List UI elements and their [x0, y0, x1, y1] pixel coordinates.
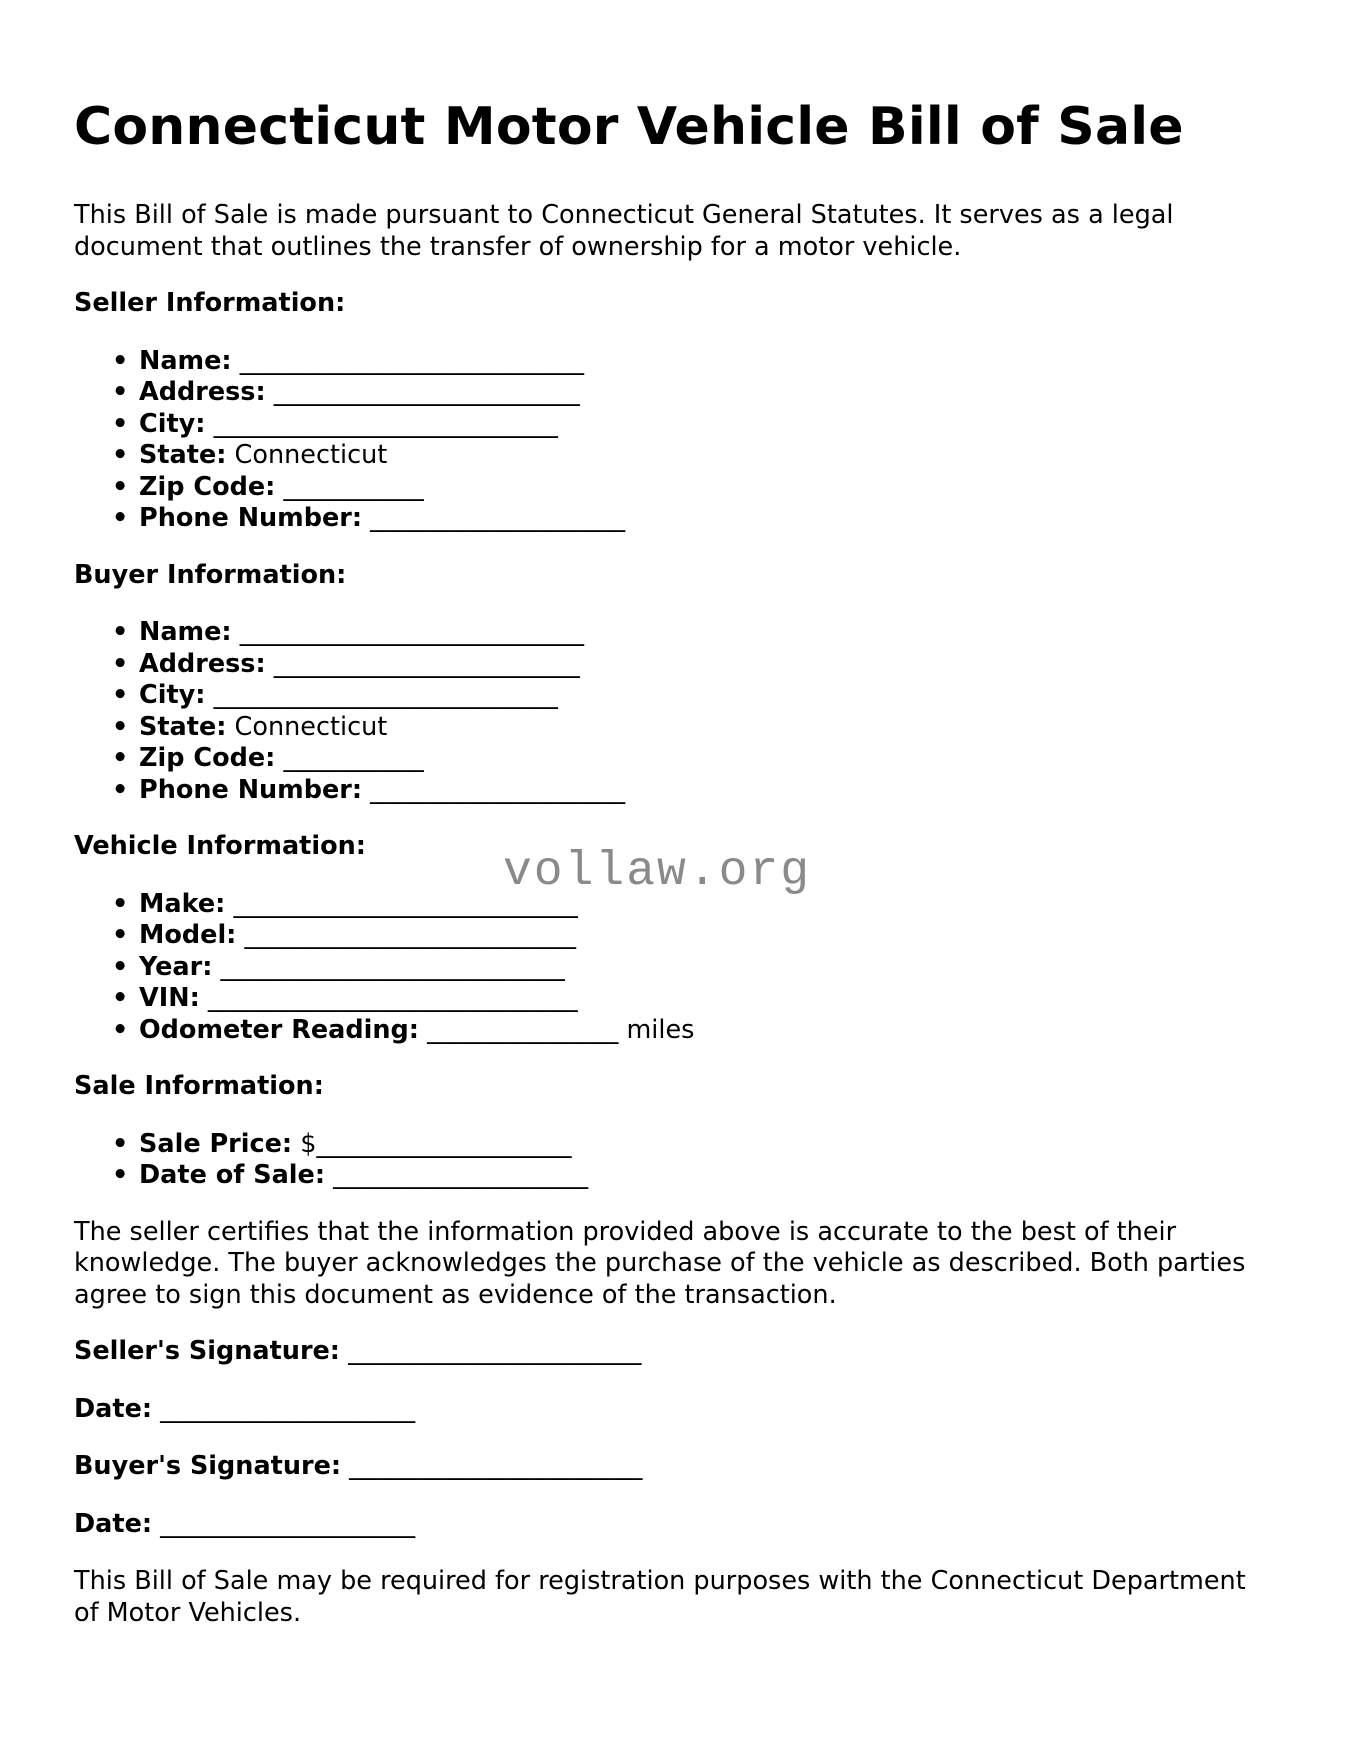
buyer-phone-field [74, 775, 1274, 807]
intro-paragraph: This Bill of Sale is made pursuant to Connecticut General Statutes. It serves as a legal document that outlines the transfer of ownership for a motor vehicle. [74, 200, 1174, 262]
field-value: ___________________________ [231, 617, 584, 647]
bullet-icon: • [112, 617, 129, 647]
field-label: Name: [139, 345, 232, 376]
bullet-icon: • [112, 1128, 129, 1159]
date-blank: ____________________ [152, 1508, 416, 1539]
field-label: Address: [139, 648, 266, 679]
bullet-icon: • [112, 774, 129, 805]
field-value: _______________ miles [419, 1014, 695, 1045]
seller-city-field [74, 409, 1274, 441]
field-value: _____________________________ [199, 983, 578, 1013]
field-label: State: [139, 711, 227, 742]
field-value: ___________________________ [205, 680, 558, 710]
field-label: Zip Code: [139, 471, 276, 502]
field-value: __________________________ [236, 920, 576, 950]
field-label: State: [139, 440, 227, 470]
field-value: Connecticut [226, 440, 388, 470]
bullet-icon: • [112, 408, 129, 439]
sale-field-list [74, 1129, 1274, 1192]
buyer-name-field [74, 617, 1274, 649]
field-label: Date of Sale: [139, 1160, 326, 1190]
field-value: ___________________________ [205, 408, 558, 439]
seller-state-field [74, 440, 1274, 472]
signature-label: Buyer's Signature: [74, 1451, 342, 1481]
vehicle-section-heading: Vehicle Information: [74, 831, 366, 861]
vehicle-odometer-field [74, 1015, 1274, 1047]
bullet-icon: • [112, 1014, 129, 1045]
field-label: Name: [139, 617, 232, 647]
field-label: City: [139, 680, 206, 710]
field-value: ____________________ [362, 503, 626, 533]
buyer-section-heading: Buyer Information: [74, 559, 347, 590]
sale-section-heading: Sale Information: [74, 1071, 324, 1101]
field-value: ____________________ [362, 774, 626, 805]
bullet-icon: • [112, 680, 129, 710]
date-label: Date: [74, 1508, 153, 1539]
buyer-address-field [74, 649, 1274, 681]
field-value: ___________________________ [231, 345, 584, 376]
bullet-icon: • [112, 983, 129, 1013]
bullet-icon: • [112, 345, 129, 376]
bullet-icon: • [112, 503, 129, 533]
field-value: ________________________ [265, 648, 580, 679]
field-value: ___________________________ [212, 951, 565, 982]
buyer-state-field [74, 712, 1274, 744]
sale-date-field [74, 1160, 1274, 1192]
vehicle-year-field [74, 952, 1274, 984]
vehicle-field-list [74, 889, 1274, 1047]
field-label: Address: [139, 377, 266, 407]
field-label: VIN: [139, 983, 200, 1013]
bullet-icon: • [112, 648, 129, 679]
field-label: Odometer Reading: [139, 1014, 419, 1045]
buyer-signature-line [74, 1451, 1274, 1483]
buyer-field-list [74, 617, 1274, 806]
seller-section-heading: Seller Information: [74, 288, 346, 318]
field-value: ___________ [275, 743, 424, 773]
bullet-icon: • [112, 471, 129, 502]
certification-paragraph: The seller certifies that the information provided above is accurate to the best of their knowledge. The buyer acknowledges the purchase of the vehicle as described. Both parties agree to sign this document as evidence of the transaction. [74, 1216, 1246, 1310]
date-blank: ____________________ [152, 1393, 416, 1424]
signature-blank: _______________________ [341, 1451, 643, 1481]
seller-address-field [74, 377, 1274, 409]
bullet-icon: • [112, 920, 129, 950]
bullet-icon: • [112, 440, 129, 470]
field-value: ___________ [275, 471, 424, 502]
field-label: Sale Price: [139, 1128, 293, 1159]
vehicle-vin-field [74, 983, 1274, 1015]
seller-field-list [74, 346, 1274, 535]
seller-date-line [74, 1394, 1274, 1426]
bullet-icon: • [112, 1160, 129, 1190]
field-value: ____________________ [325, 1160, 589, 1190]
field-label: City: [139, 408, 206, 439]
field-label: Phone Number: [139, 503, 363, 533]
buyer-city-field [74, 680, 1274, 712]
field-value: $____________________ [292, 1128, 572, 1159]
buyer-date-line [74, 1509, 1274, 1541]
sale-price-field [74, 1129, 1274, 1161]
bullet-icon: • [112, 711, 129, 742]
bullet-icon: • [112, 743, 129, 773]
field-value: ___________________________ [225, 888, 578, 919]
buyer-zip-field [74, 743, 1274, 775]
field-value: ________________________ [265, 377, 580, 407]
field-label: Year: [139, 951, 213, 982]
date-label: Date: [74, 1393, 153, 1424]
bullet-icon: • [112, 377, 129, 407]
signature-blank: _______________________ [340, 1336, 642, 1366]
seller-zip-field [74, 472, 1274, 504]
bullet-icon: • [112, 951, 129, 982]
vehicle-model-field [74, 920, 1274, 952]
field-label: Zip Code: [139, 743, 276, 773]
field-label: Model: [139, 920, 237, 950]
seller-name-field [74, 346, 1274, 378]
signature-label: Seller's Signature: [74, 1336, 341, 1366]
document-title: Connecticut Motor Vehicle Bill of Sale [74, 97, 1184, 157]
footer-paragraph: This Bill of Sale may be required for registration purposes with the Connecticut Department of Motor Vehicles. [74, 1566, 1246, 1628]
seller-phone-field [74, 503, 1274, 535]
field-label: Phone Number: [139, 774, 363, 805]
seller-signature-line [74, 1336, 1274, 1368]
watermark-text: vollaw.org [503, 845, 812, 899]
bullet-icon: • [112, 888, 129, 919]
field-label: Make: [139, 888, 226, 919]
field-value: Connecticut [226, 711, 388, 742]
